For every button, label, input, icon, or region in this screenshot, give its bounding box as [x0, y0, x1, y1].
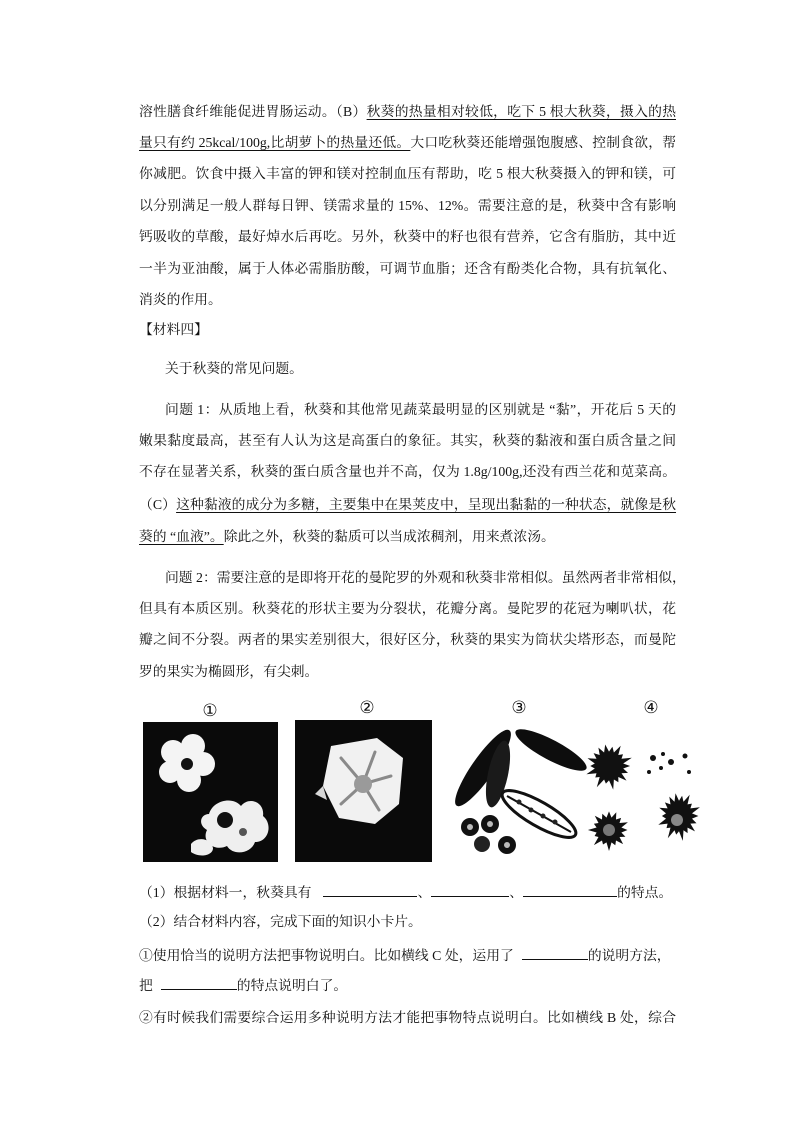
- datura-flower-throat: [354, 775, 372, 793]
- q1-prefix: （1）根据材料一，秋葵具有: [139, 885, 312, 900]
- seed: [553, 820, 558, 825]
- knowledge-card-item-2: [139, 1008, 676, 1028]
- speck: [668, 759, 674, 765]
- text-segment: 问题 2：需要注意的是即将开花的曼陀罗的外观和秋葵非常相似。虽然两者非常相似，: [165, 570, 686, 585]
- text-line: [139, 290, 676, 310]
- text-segment: 问题 1：从质地上看，秋葵和其他常见蔬菜最明显的区别就是 “黏”，开花后 5 天的: [165, 402, 676, 417]
- exercise-q1: [139, 882, 676, 902]
- text-segment: 罗的果实为椭圆形，有尖刺。: [139, 664, 319, 679]
- intro-line: 关于秋葵的常见问题。: [165, 361, 303, 376]
- text-line: [139, 599, 676, 619]
- text-segment: 溶性膳食纤维能促进胃肠运动。（B）: [139, 104, 367, 119]
- underline-c-text: 葵的 “血液”。: [139, 529, 224, 544]
- underline-b-text: 量只有约 25kcal/100g,比胡萝卜的热量还低。: [139, 135, 411, 150]
- text-line: [139, 196, 676, 216]
- text-segment: 嫩果黏度最高，甚至有人认为这是高蛋白的象征。其实，秋葵的黏液和蛋白质含量之间: [139, 433, 676, 448]
- section-heading: 【材料四】: [139, 322, 208, 337]
- text-segment: 以分别满足一般人群每日钾、镁需求量的 15%、12%。需要注意的是，秋葵中含有影响: [139, 198, 676, 213]
- text-line: [139, 259, 676, 279]
- text-line: [139, 495, 676, 515]
- okra-pod-cut: [497, 783, 582, 846]
- card1-line2-suffix: 的特点说明白了。: [236, 978, 348, 993]
- text-segment: 你减肥。饮食中摄入丰富的钾和镁对控制血压有帮助，吃 5 根大秋葵摄入的钾和镁，可: [139, 166, 676, 181]
- flower-center: [181, 758, 193, 770]
- figure-label-4: ④: [643, 698, 659, 718]
- seed: [541, 814, 546, 819]
- okra-slice: [474, 836, 490, 852]
- text-segment: 瓣之间不分裂。两者的果实差别很大，很好区分，秋葵的果实为筒状尖塔形态，而曼陀: [139, 632, 676, 647]
- text-line: [139, 102, 676, 122]
- answer-blank: [161, 975, 237, 990]
- knowledge-card-item-1: [139, 945, 676, 965]
- knowledge-card-item-1-cont: [139, 975, 676, 995]
- text-segment: 大口吃秋葵还能增强饱腹感、控制食欲，帮: [410, 135, 677, 150]
- okra-pod: [511, 722, 591, 777]
- okra-datura-figure: [141, 696, 703, 866]
- seed: [517, 800, 522, 805]
- text-line: [139, 630, 676, 650]
- text-segment: 不存在显著关系，秋葵的蛋白质含量也并不高，仅为 1.8g/100g,还没有西兰花和苋菜高。: [139, 464, 676, 479]
- text-line: [139, 133, 676, 153]
- datura-fruit-spiky: [586, 745, 631, 790]
- text-segment: 钙吸收的草酸，最好焯水后再吃。另外，秋葵中的籽也很有营养，它含有脂肪，其中近: [139, 229, 676, 244]
- okra-flower-photo: [143, 722, 278, 862]
- answer-blank: [523, 882, 617, 897]
- seed: [529, 808, 534, 813]
- seed-specks: [647, 752, 691, 774]
- underline-b-text: 秋葵的热量相对较低，吃下 5 根大秋葵，摄入的热: [366, 104, 676, 119]
- card2-text: ②有时候我们需要综合运用多种说明方法才能把事物特点说明白。比如横线 B 处，综合: [139, 1010, 676, 1025]
- text-line: [139, 527, 676, 547]
- answer-blank: [323, 882, 417, 897]
- figure-label-3: ③: [511, 698, 527, 718]
- speck: [687, 770, 691, 774]
- q1-separator: 、: [417, 885, 432, 900]
- answer-blank: [522, 945, 588, 960]
- slice-core: [487, 821, 493, 827]
- speck: [647, 770, 651, 774]
- text-line: [165, 568, 686, 588]
- text-line: [165, 400, 676, 420]
- text-segment: 除此之外，秋葵的黏质可以当成浓稠剂，用来煮浓汤。: [223, 529, 555, 544]
- text-segment: 一半为亚油酸，属于人体必需脂肪酸，可调节血脂；还含有酚类化合物，具有抗氧化、: [139, 261, 676, 276]
- text-line: [139, 227, 676, 247]
- fruit-highlight: [671, 814, 683, 826]
- speck: [683, 754, 688, 759]
- text-line: [139, 431, 676, 451]
- speck: [650, 755, 656, 761]
- figure-label-1: ①: [202, 701, 218, 721]
- datura-fruit-photo: [586, 745, 700, 852]
- okra-fruit-photo: [448, 722, 591, 854]
- text-line: [139, 662, 676, 682]
- flower-shadow: [239, 828, 247, 836]
- slice-core: [504, 842, 510, 848]
- exercise-q2: （2）结合材料内容，完成下面的知识小卡片。: [139, 914, 422, 929]
- figure-label-2: ②: [359, 698, 375, 718]
- text-segment: （C）: [139, 497, 177, 512]
- text-segment: 消炎的作用。: [139, 292, 222, 307]
- flower-petal: [159, 761, 181, 783]
- card1-line1-prefix: ①使用恰当的说明方法把事物说明白。比如横线 C 处，运用了: [139, 948, 514, 963]
- slice-core: [467, 824, 473, 830]
- datura-flower-photo: [295, 720, 432, 862]
- speck: [659, 766, 663, 770]
- q1-separator: 、: [509, 885, 524, 900]
- okra-slices: [461, 815, 516, 854]
- underline-c-text: 这种黏液的成分为多糖，主要集中在果荚皮中，呈现出黏黏的一种状态，就像是秋: [176, 497, 677, 512]
- card1-line2-prefix: 把: [139, 978, 153, 993]
- speck: [661, 752, 665, 756]
- card1-line1-suffix: 的说明方法，: [587, 948, 671, 963]
- text-line: [139, 462, 676, 482]
- answer-blank: [431, 882, 509, 897]
- q1-suffix: 的特点。: [617, 885, 673, 900]
- flower-center: [217, 812, 233, 828]
- text-line: [139, 164, 676, 184]
- text-segment: 但具有本质区别。秋葵花的形状主要为分裂状，花瓣分离。曼陀罗的花冠为喇叭状，花: [139, 601, 676, 616]
- fruit-highlight: [603, 824, 615, 836]
